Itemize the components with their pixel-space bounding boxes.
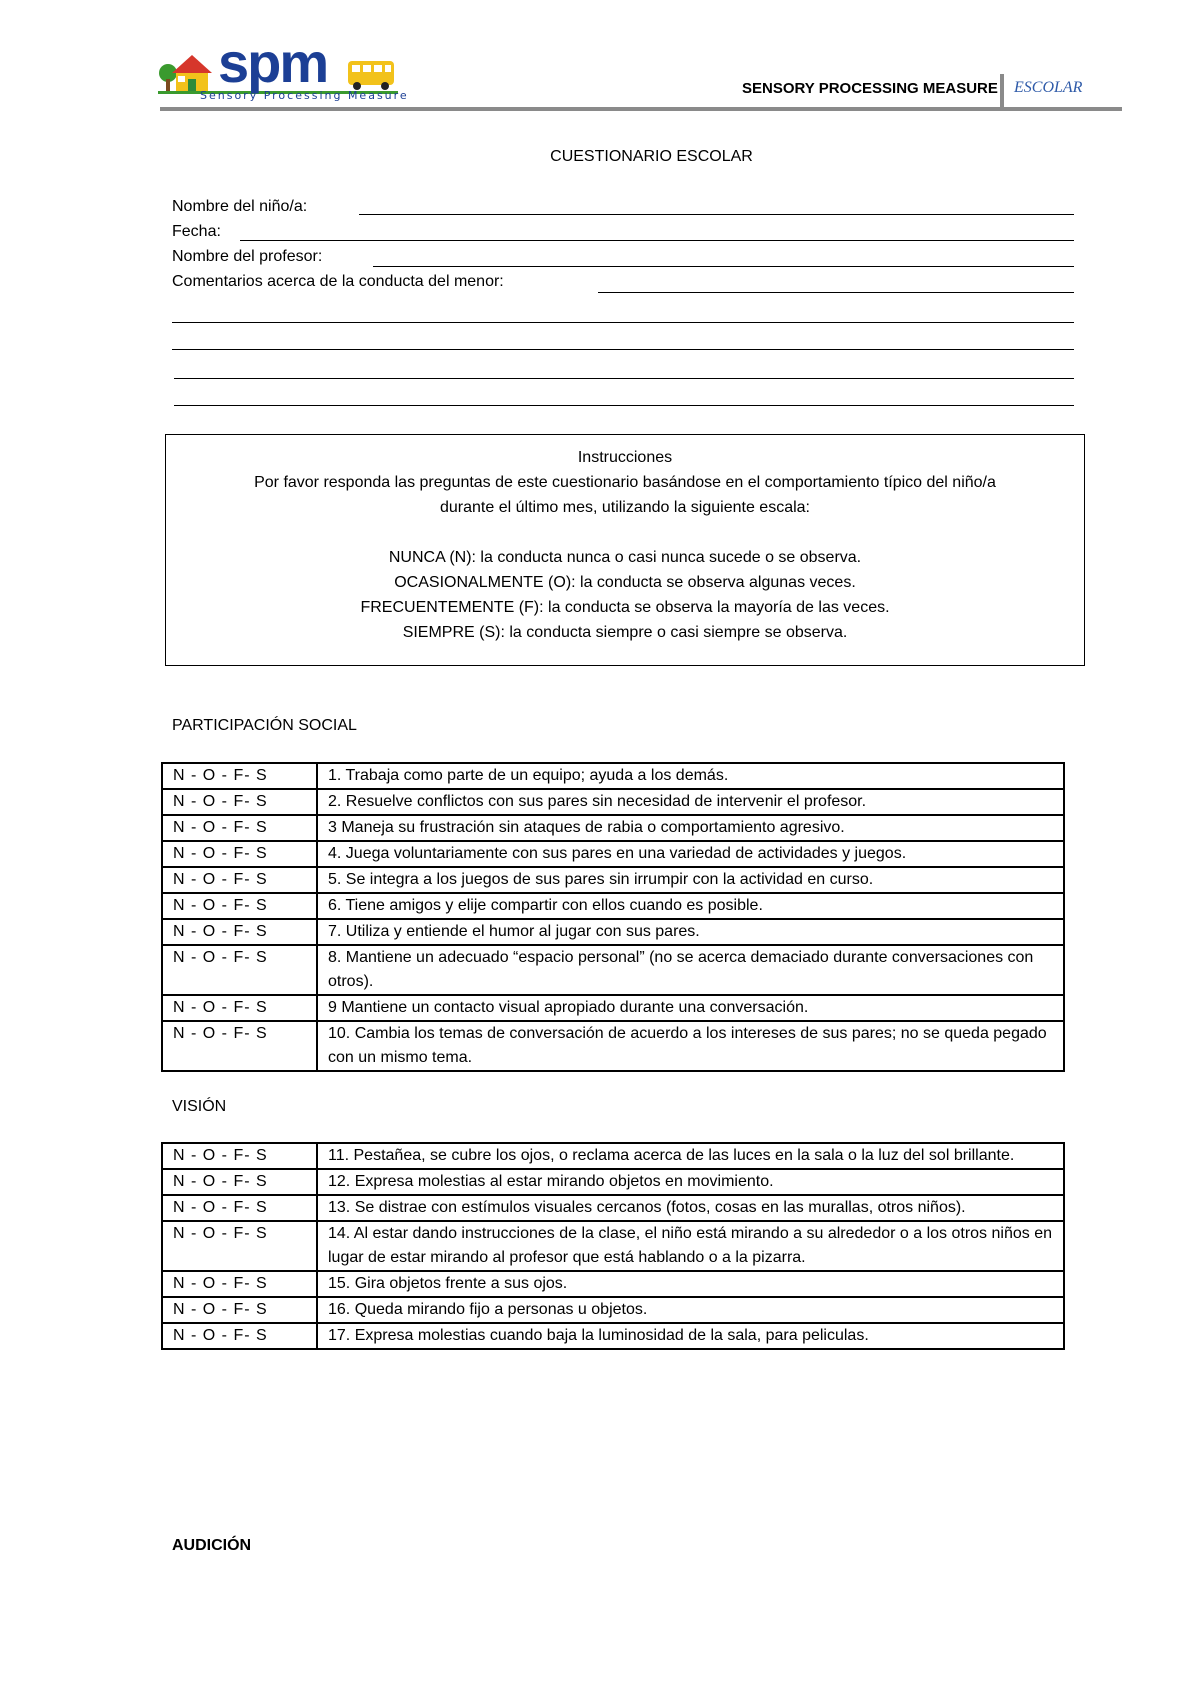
question-5: 5. Se integra a los juegos de sus pares sin irrumpir con la actividad en curso. (317, 867, 1064, 893)
question-14: 14. Al estar dando instrucciones de la clase, el niño está mirando a su alrededor o a los otros niños en lugar de estar mirando al profesor que está hablando o a la pizarra. (317, 1221, 1064, 1271)
scale-cell[interactable]: N - O - F- S (162, 867, 317, 893)
scale-cell[interactable]: N - O - F- S (162, 1221, 317, 1271)
section-title-social: PARTICIPACIÓN SOCIAL (172, 717, 357, 734)
scale-cell[interactable]: N - O - F- S (162, 919, 317, 945)
scale-cell[interactable]: N - O - F- S (162, 763, 317, 789)
table-row (162, 1143, 1064, 1169)
date-label: Fecha: (172, 223, 221, 240)
header-divider (1000, 74, 1004, 108)
question-3: 3 Maneja su frustración sin ataques de rabia o comportamiento agresivo. (317, 815, 1064, 841)
comments-field[interactable] (598, 292, 1074, 293)
scale-cell[interactable]: N - O - F- S (162, 1169, 317, 1195)
comments-line-3[interactable] (174, 378, 1074, 379)
logo-subtitle: Sensory Processing Measure (200, 89, 409, 102)
table-row (162, 1271, 1064, 1297)
instructions-line-1: Por favor responda las preguntas de este cuestionario basándose en el comportamiento típico del niño/a (254, 474, 996, 491)
table-row (162, 1297, 1064, 1323)
logo-text: spm (218, 31, 328, 94)
instructions-title: Instrucciones (577, 449, 673, 466)
table-row (162, 919, 1064, 945)
scale-cell[interactable]: N - O - F- S (162, 995, 317, 1021)
table-row (162, 1021, 1064, 1071)
question-12: 12. Expresa molestias al estar mirando objetos en movimiento. (317, 1169, 1064, 1195)
table-row (162, 763, 1064, 789)
header-edition: ESCOLAR (1014, 79, 1083, 96)
question-11: 11. Pestañea, se cubre los ojos, o reclama acerca de las luces en la sala o la luz del sol brillante. (317, 1143, 1064, 1169)
comments-label: Comentarios acerca de la conducta del menor: (172, 273, 504, 290)
comments-line-2[interactable] (172, 349, 1074, 350)
question-10: 10. Cambia los temas de conversación de acuerdo a los intereses de sus pares; no se queda pegado con un mismo tema. (317, 1021, 1064, 1071)
table-row (162, 867, 1064, 893)
teacher-label: Nombre del profesor: (172, 248, 323, 265)
scale-cell[interactable]: N - O - F- S (162, 1271, 317, 1297)
question-16: 16. Queda mirando fijo a personas u objetos. (317, 1297, 1064, 1323)
table-row (162, 789, 1064, 815)
question-15: 15. Gira objetos frente a sus ojos. (317, 1271, 1064, 1297)
scale-occasionally: OCASIONALMENTE (O): la conducta se observa algunas veces. (394, 574, 856, 591)
scale-cell[interactable]: N - O - F- S (162, 1143, 317, 1169)
instructions-line-2: durante el último mes, utilizando la siguiente escala: (440, 499, 810, 516)
section-title-audition: AUDICIÓN (172, 1537, 252, 1554)
question-7: 7. Utiliza y entiende el humor al jugar con sus pares. (317, 919, 1064, 945)
section-title-vision: VISIÓN (172, 1098, 227, 1115)
date-field[interactable] (240, 240, 1074, 241)
question-4: 4. Juega voluntariamente con sus pares en una variedad de actividades y juegos. (317, 841, 1064, 867)
header-rule (160, 107, 1122, 111)
table-row (162, 1221, 1064, 1271)
comments-line-4[interactable] (174, 405, 1074, 406)
table-row (162, 995, 1064, 1021)
question-17: 17. Expresa molestias cuando baja la luminosidad de la sala, para peliculas. (317, 1323, 1064, 1349)
scale-cell[interactable]: N - O - F- S (162, 815, 317, 841)
scale-cell[interactable]: N - O - F- S (162, 1021, 317, 1071)
table-row (162, 945, 1064, 995)
table-row (162, 841, 1064, 867)
table-row (162, 1169, 1064, 1195)
question-6: 6. Tiene amigos y elije compartir con ellos cuando es posible. (317, 893, 1064, 919)
table-row (162, 815, 1064, 841)
question-1: 1. Trabaja como parte de un equipo; ayuda a los demás. (317, 763, 1064, 789)
spm-logo (158, 31, 409, 105)
question-8: 8. Mantiene un adecuado “espacio personal” (no se acerca demaciado durante conversaciones con otros). (317, 945, 1064, 995)
header-title: SENSORY PROCESSING MEASURE (742, 80, 998, 97)
scale-cell[interactable]: N - O - F- S (162, 1297, 317, 1323)
child-name-field[interactable] (359, 214, 1074, 215)
scale-cell[interactable]: N - O - F- S (162, 789, 317, 815)
vision-table (161, 1142, 1065, 1350)
instructions-box (165, 434, 1085, 666)
question-2: 2. Resuelve conflictos con sus pares sin necesidad de intervenir el profesor. (317, 789, 1064, 815)
scale-frequently: FRECUENTEMENTE (F): la conducta se observa la mayoría de las veces. (360, 599, 890, 616)
page-title: CUESTIONARIO ESCOLAR (550, 148, 753, 165)
scale-cell[interactable]: N - O - F- S (162, 1195, 317, 1221)
scale-never: NUNCA (N): la conducta nunca o casi nunca sucede o se observa. (388, 549, 862, 566)
child-name-label: Nombre del niño/a: (172, 198, 308, 215)
scale-always: SIEMPRE (S): la conducta siempre o casi siempre se observa. (402, 624, 848, 641)
comments-line-1[interactable] (172, 322, 1074, 323)
table-row (162, 893, 1064, 919)
table-row (162, 1323, 1064, 1349)
teacher-field[interactable] (373, 266, 1074, 267)
table-row (162, 1195, 1064, 1221)
scale-cell[interactable]: N - O - F- S (162, 1323, 317, 1349)
question-9: 9 Mantiene un contacto visual apropiado durante una conversación. (317, 995, 1064, 1021)
scale-cell[interactable]: N - O - F- S (162, 841, 317, 867)
social-table (161, 762, 1065, 1072)
scale-cell[interactable]: N - O - F- S (162, 893, 317, 919)
question-13: 13. Se distrae con estímulos visuales cercanos (fotos, cosas en las murallas, otros niños). (317, 1195, 1064, 1221)
scale-cell[interactable]: N - O - F- S (162, 945, 317, 995)
